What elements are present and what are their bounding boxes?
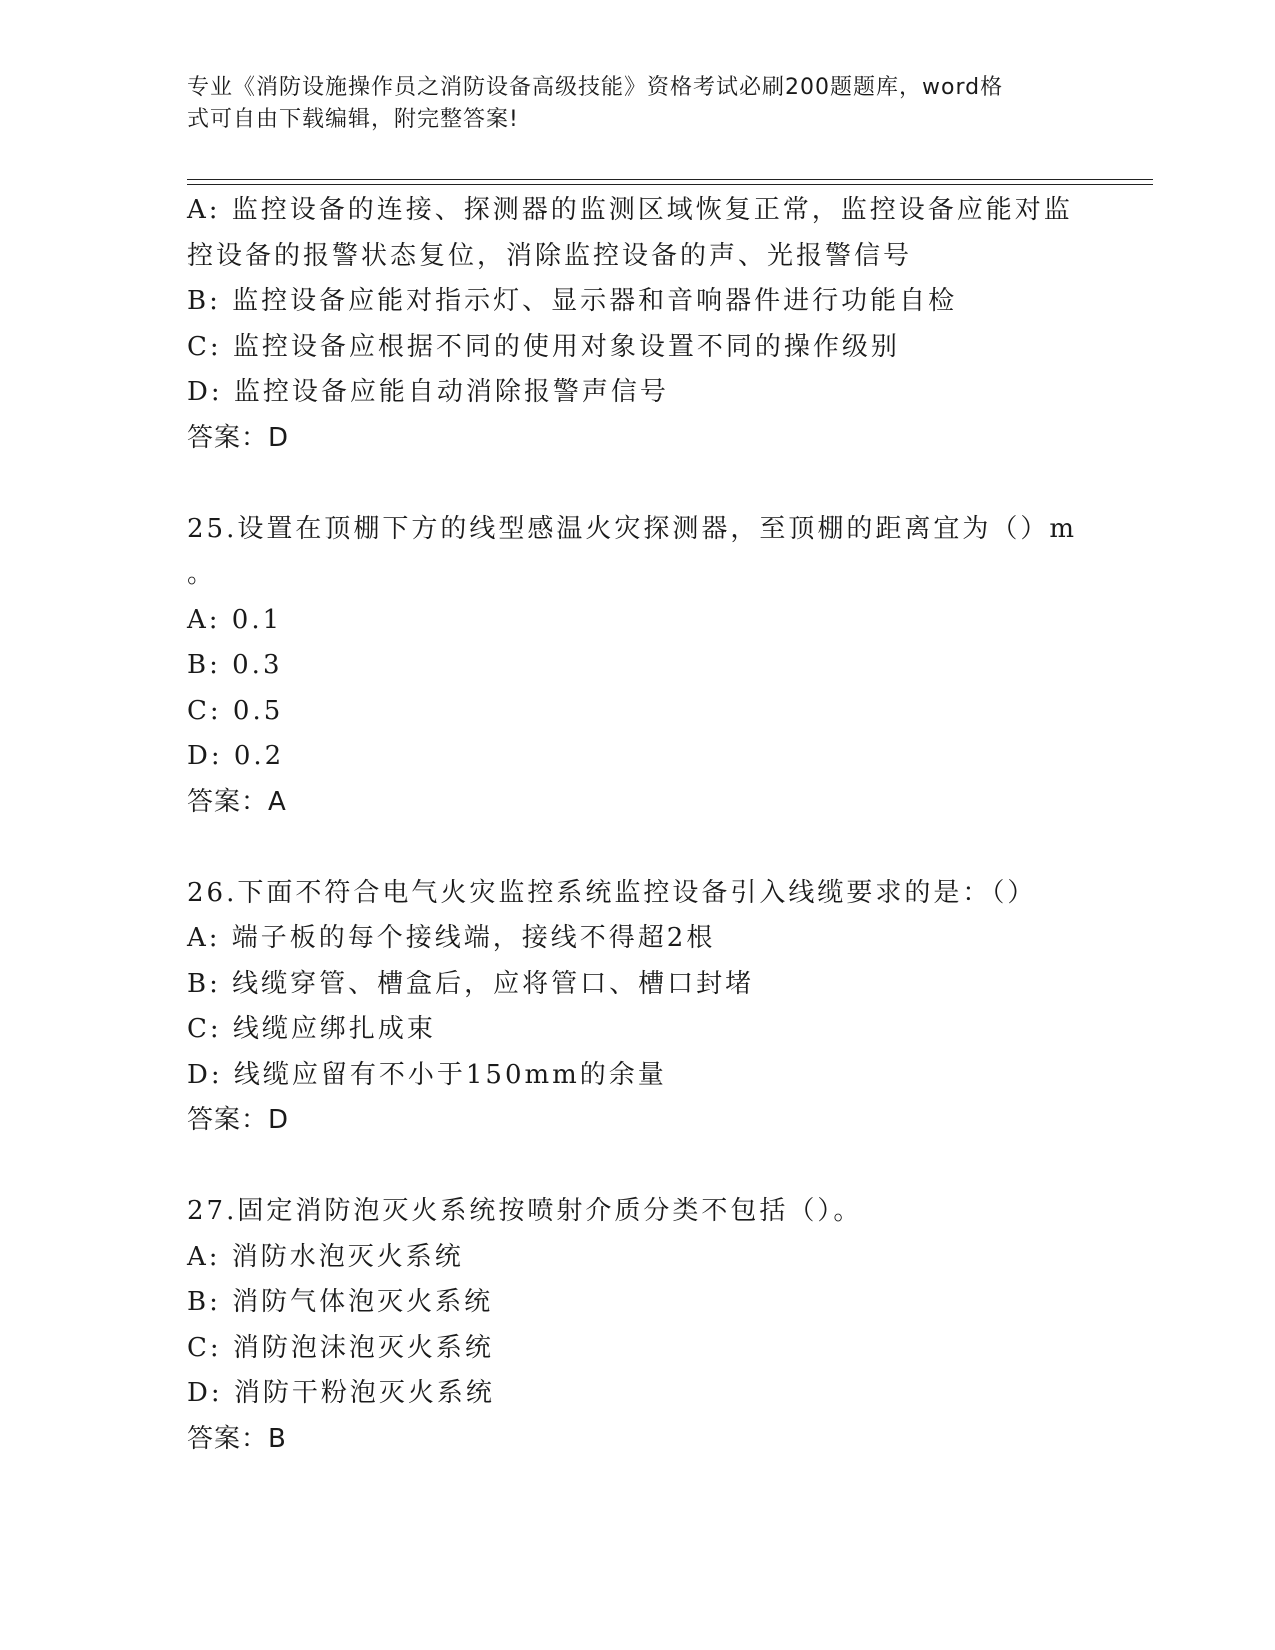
document-header (187, 72, 1067, 136)
option-b: B: 监控设备应能对指示灯、显示器和音响器件进行功能自检 (187, 286, 958, 316)
answer: 答案：A (187, 786, 287, 817)
option-c: C: 监控设备应根据不同的使用对象设置不同的操作级别 (187, 331, 900, 362)
header-line-1: 专业《消防设施操作员之消防设备高级技能》资格考试必刷200题题库，word格 (187, 75, 1004, 100)
header-divider-top (187, 179, 1153, 180)
question-text-line-1: 25.设置在顶棚下方的线型感温火灾探测器，至顶棚的距离宜为（）m (187, 513, 1078, 544)
answer: 答案：B (187, 1423, 287, 1454)
question-text: 27.固定消防泡灭火系统按喷射介质分类不包括（）。 (187, 1196, 863, 1226)
answer: 答案：D (187, 422, 290, 453)
option-d: D: 监控设备应能自动消除报警声信号 (187, 377, 669, 407)
answer: 答案：D (187, 1105, 290, 1135)
option-b: B: 消防气体泡灭火系统 (187, 1287, 494, 1317)
option-c: C: 0.5 (187, 695, 284, 726)
header-divider-bottom (187, 184, 1153, 185)
question-list (187, 188, 1127, 1462)
header-line-2: 式可自由下载编辑，附完整答案! (187, 107, 519, 132)
question-block-27 (187, 1189, 1127, 1462)
option-a-line-1: A: 监控设备的连接、探测器的监测区域恢复正常，监控设备应能对监 (187, 195, 1073, 225)
option-d: D: 消防干粉泡灭火系统 (187, 1378, 495, 1408)
option-a: A: 端子板的每个接线端，接线不得超2根 (187, 923, 716, 953)
option-a: A: 消防水泡灭火系统 (187, 1241, 464, 1272)
option-a-line-2: 控设备的报警状态复位，消除监控设备的声、光报警信号 (187, 240, 913, 271)
option-b: B: 0.3 (187, 650, 283, 680)
option-d: D: 0.2 (187, 741, 285, 771)
question-block-24 (187, 188, 1127, 461)
question-block-26 (187, 871, 1127, 1144)
question-block-25 (187, 507, 1127, 826)
spacer (187, 1144, 1127, 1190)
option-a: A: 0.1 (187, 604, 283, 635)
spacer (187, 825, 1127, 871)
option-d: D: 线缆应留有不小于150mm的余量 (187, 1059, 667, 1090)
spacer (187, 461, 1127, 507)
question-text-line-2: 。 (187, 559, 217, 589)
option-c: C: 线缆应绑扎成束 (187, 1014, 436, 1044)
question-text: 26.下面不符合电气火灾监控系统监控设备引入线缆要求的是：（） (187, 877, 1037, 908)
option-c: C: 消防泡沫泡灭火系统 (187, 1332, 494, 1363)
option-b: B: 线缆穿管、槽盒后，应将管口、槽口封堵 (187, 968, 755, 999)
